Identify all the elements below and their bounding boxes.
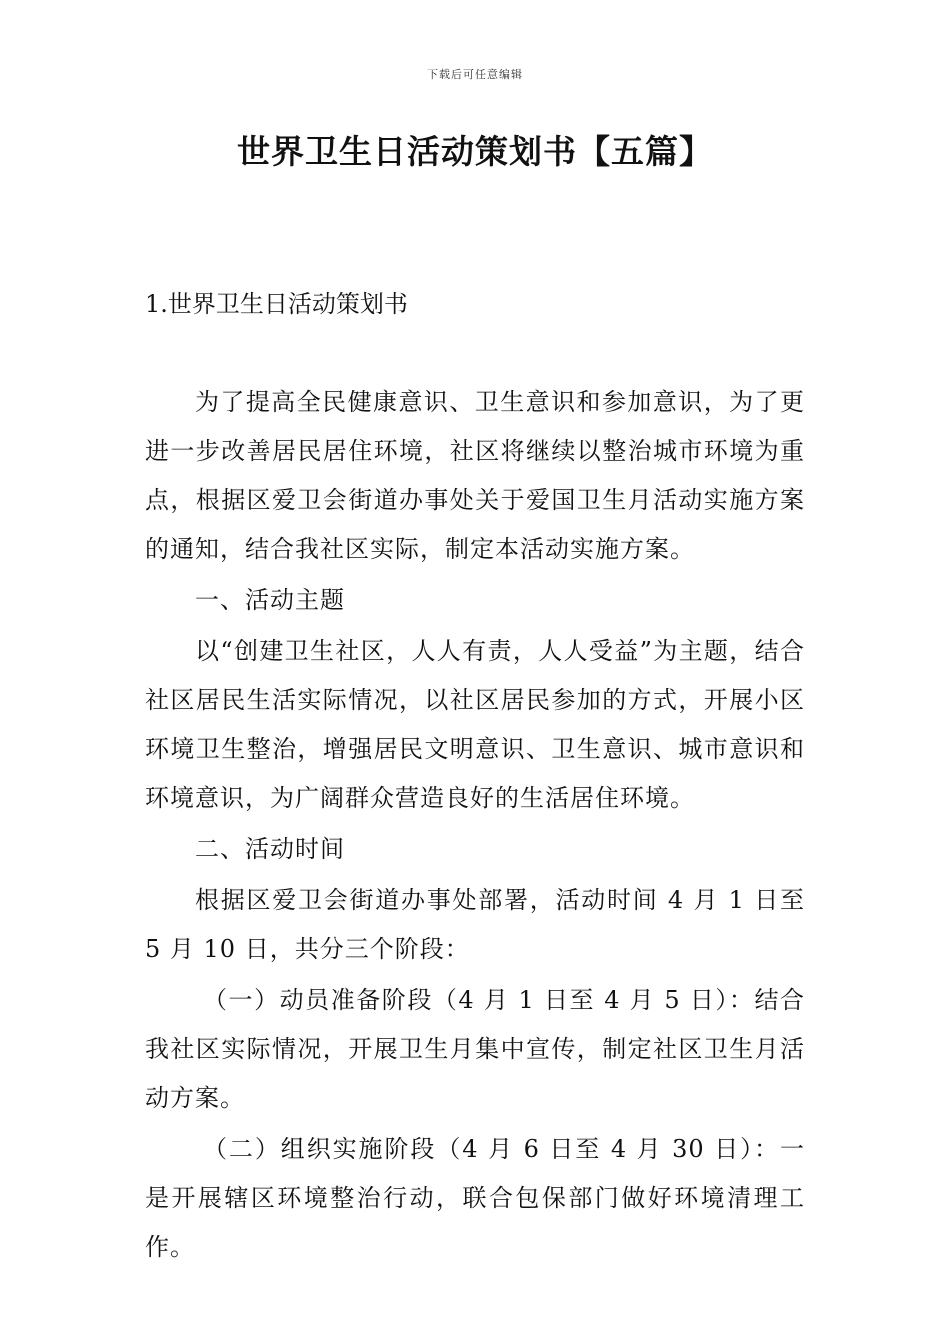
paragraph-stage-2: （二）组织实施阶段（4 月 6 日至 4 月 30 日）：一是开展辖区环境整治行动，联合包保部门做好环境清理工作。 xyxy=(145,1135,805,1261)
paragraph-time: 根据区爱卫会街道办事处部署，活动时间 4 月 1 日至 5 月 10 日，共分三个阶段： xyxy=(145,886,805,963)
paragraph-theme: 以“创建卫生社区，人人有责，人人受益”为主题，结合社区居民生活实际情况，以社区居民参加的方式，开展小区环境卫生整治，增强居民文明意识、卫生意识、城市意识和环境意识，为广阔群众营造良好的生活居住环境。 xyxy=(145,637,805,812)
paragraph-stage-1: （一）动员准备阶段（4 月 1 日至 4 月 5 日）：结合我社区实际情况，开展卫生月集中宣传，制定社区卫生月活动方案。 xyxy=(145,986,805,1112)
heading-activity-time: 二、活动时间 xyxy=(195,835,345,863)
document-title: 世界卫生日活动策划书【五篇】 xyxy=(237,132,713,171)
document-body xyxy=(145,378,805,1274)
paragraph-intro: 为了提高全民健康意识、卫生意识和参加意识，为了更进一步改善居民居住环境，社区将继续以整治城市环境为重点，根据区爱卫会街道办事处关于爱国卫生月活动实施方案的通知，结合我社区实际，制定本活动实施方案。 xyxy=(145,388,805,563)
header-note: 下载后可任意编辑 xyxy=(427,68,523,81)
section-heading: 1.世界卫生日活动策划书 xyxy=(145,290,408,318)
heading-activity-theme: 一、活动主题 xyxy=(195,586,345,614)
